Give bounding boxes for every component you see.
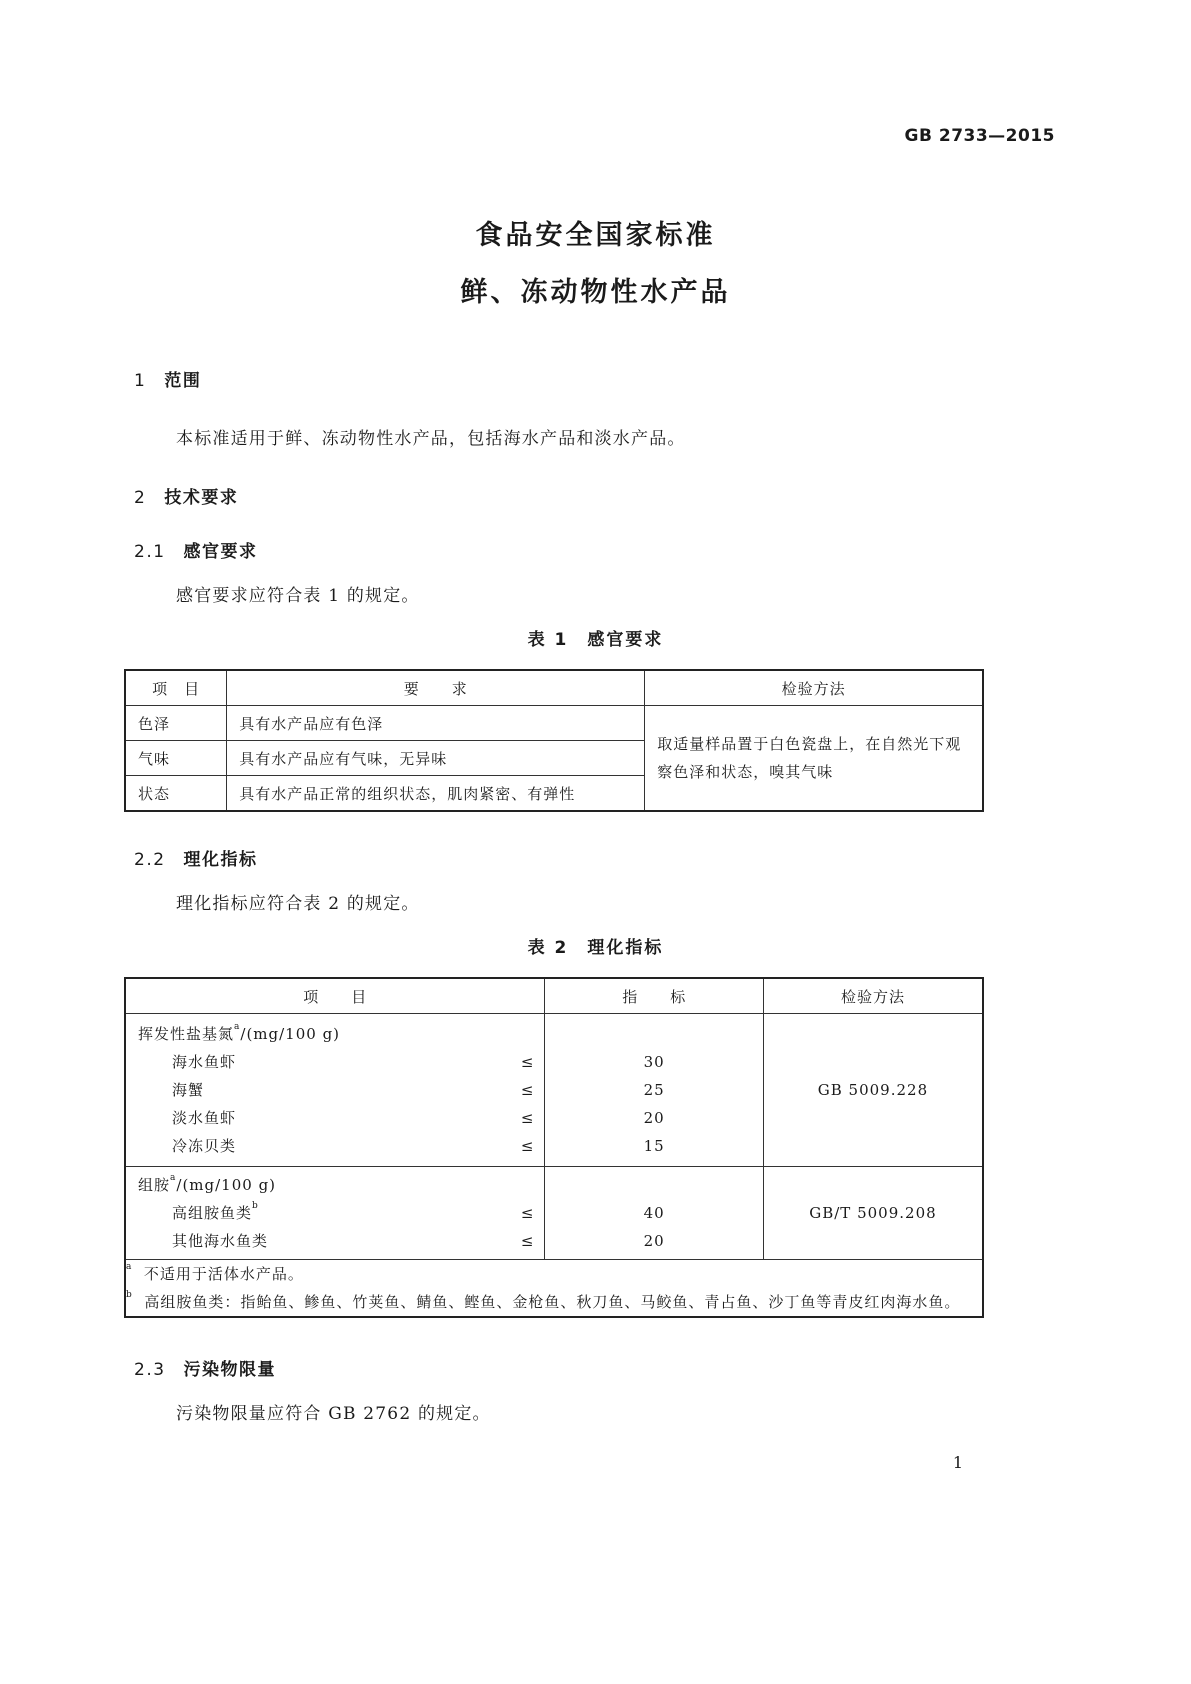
test-method: GB 5009.228 — [763, 1014, 983, 1167]
index-values: 40 20 — [545, 1167, 763, 1260]
section-2-heading — [134, 483, 238, 508]
row-item: 状态 — [125, 776, 227, 812]
table-header-item: 项 目 — [125, 670, 227, 706]
table-header-requirement: 要 求 — [227, 670, 645, 706]
section-number: 2.2 — [134, 850, 166, 870]
list-item: 海蟹 ≤ — [172, 1081, 535, 1099]
page-number: 1 — [952, 1453, 963, 1472]
list-item: 海水鱼虾 ≤ — [172, 1053, 535, 1071]
section-number: 2 — [134, 488, 147, 508]
section-2-1-text: 感官要求应符合表 1 的规定。 — [176, 586, 420, 606]
footnote: $^b$ 高组胺鱼类：指鲐鱼、鲹鱼、竹荚鱼、鲭鱼、鲣鱼、金枪鱼、秋刀鱼、马鲛鱼、青占鱼、沙丁鱼等青皮红肉海水鱼。 — [126, 1290, 961, 1311]
section-2-3-heading — [134, 1355, 276, 1380]
document-title: 食品安全国家标准 — [475, 220, 716, 251]
group-title: 挥发性盐基氮$^a$/(mg/100 g) — [138, 1022, 341, 1043]
table-header-item: 项 目 — [125, 978, 545, 1014]
section-title: 感官要求 — [183, 542, 258, 562]
section-2-1-heading — [134, 537, 258, 562]
row-item: 气味 — [125, 741, 227, 776]
section-title: 污染物限量 — [183, 1360, 277, 1380]
section-title: 理化指标 — [183, 850, 258, 870]
table-row — [125, 706, 983, 741]
section-2-2-heading — [134, 845, 258, 870]
table-group-histamine — [125, 1167, 983, 1260]
table-header-method: 检验方法 — [763, 978, 983, 1014]
row-requirement: 具有水产品应有色泽 — [227, 706, 645, 741]
document-subtitle: 鲜、冻动物性水产品 — [460, 277, 731, 308]
list-item: 高组胺鱼类$^b$ ≤ — [172, 1201, 535, 1222]
table-2-caption: 表 2 理化指标 — [527, 938, 664, 958]
footnote: $^a$ 不适用于活体水产品。 — [126, 1262, 304, 1283]
index-values: 30 25 20 15 — [545, 1014, 763, 1167]
list-item: 淡水鱼虾 ≤ — [172, 1109, 535, 1127]
list-item: 冷冻贝类 ≤ — [172, 1137, 535, 1155]
section-1-heading — [134, 366, 201, 391]
section-1-text: 本标准适用于鲜、冻动物性水产品，包括海水产品和淡水产品。 — [176, 429, 686, 449]
table-header-index: 指 标 — [545, 978, 763, 1014]
table-footnotes — [125, 1260, 983, 1318]
table-1-caption: 表 1 感官要求 — [527, 630, 664, 650]
row-requirement: 具有水产品应有气味，无异味 — [227, 741, 645, 776]
table-2-physicochemical — [124, 977, 984, 1318]
table-1-sensory — [124, 669, 984, 812]
row-requirement: 具有水产品正常的组织状态，肌肉紧密、有弹性 — [227, 776, 645, 812]
row-item: 色泽 — [125, 706, 227, 741]
section-number: 1 — [134, 371, 147, 391]
section-title: 范围 — [164, 371, 202, 391]
test-method: 取适量样品置于白色瓷盘上，在自然光下观察色泽和状态，嗅其气味 — [645, 706, 983, 812]
section-2-2-text: 理化指标应符合表 2 的规定。 — [176, 894, 420, 914]
section-2-3-text: 污染物限量应符合 GB 2762 的规定。 — [176, 1404, 491, 1424]
standard-number: GB 2733—2015 — [904, 126, 1055, 146]
group-title: 组胺$^a$/(mg/100 g) — [138, 1173, 277, 1194]
section-number: 2.1 — [134, 542, 166, 562]
test-method: GB/T 5009.208 — [763, 1167, 983, 1260]
section-number: 2.3 — [134, 1360, 166, 1380]
section-title: 技术要求 — [164, 488, 239, 508]
table-header-method: 检验方法 — [645, 670, 983, 706]
list-item: 其他海水鱼类 ≤ — [172, 1232, 535, 1250]
table-group-volatile-base-nitrogen — [125, 1014, 983, 1167]
